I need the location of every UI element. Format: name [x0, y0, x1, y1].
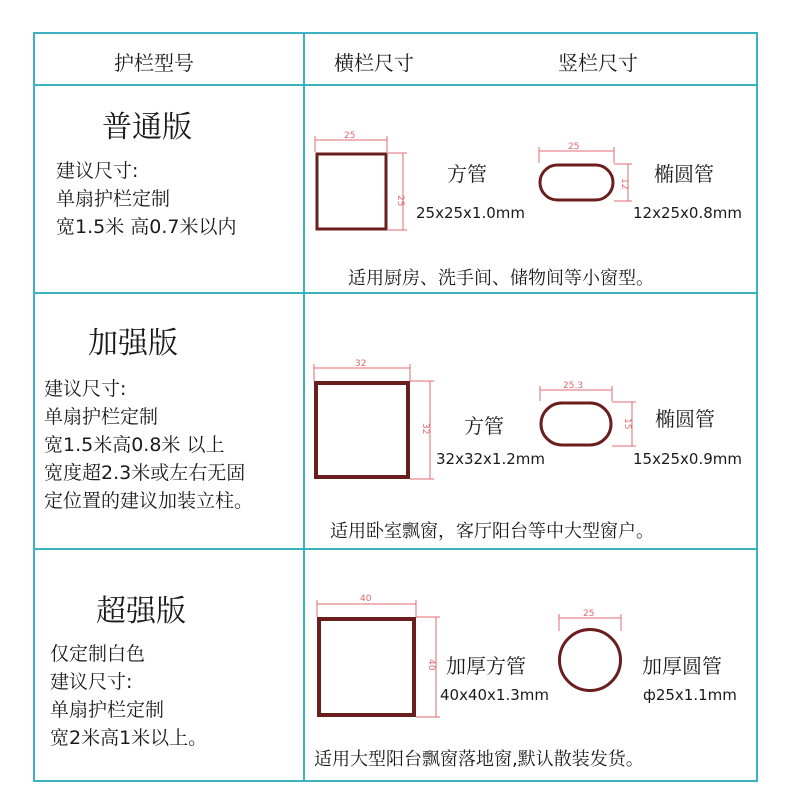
row3-horizontal-name: 加厚方管	[446, 654, 526, 678]
row3-desc: 仅定制白色 建议尺寸: 单扇护栏定制 宽2米高1米以上。	[50, 643, 208, 749]
row1-usage-note: 适用厨房、洗手间、储物间等小窗型。	[348, 268, 654, 289]
row1-square-tube-drawing	[315, 131, 407, 230]
row1-vertical-name: 椭圆管	[654, 162, 714, 186]
row2-title: 加强版	[88, 326, 178, 361]
svg-text:25: 25	[583, 609, 595, 619]
row3-round-tube-drawing	[559, 609, 621, 691]
row3-square-tube-drawing	[317, 594, 440, 717]
row1-horizontal-spec: 25x25x1.0mm	[416, 204, 526, 222]
row3-horizontal-spec: 40x40x1.3mm	[440, 686, 550, 704]
row3-usage-note: 适用大型阳台飘窗落地窗,默认散装发货。	[314, 749, 644, 770]
header-horizontal-size: 横栏尺寸	[334, 51, 414, 75]
row2-oval-tube-drawing	[540, 381, 636, 446]
header-model: 护栏型号	[114, 51, 194, 75]
svg-text:32: 32	[355, 359, 367, 369]
svg-text:12: 12	[619, 178, 629, 190]
svg-text:40: 40	[426, 659, 436, 671]
row1-desc: 建议尺寸: 单扇护栏定制 宽1.5米 高0.7米以内	[56, 160, 237, 238]
row2-horizontal-name: 方管	[464, 414, 504, 438]
row2-vertical-spec: 15x25x0.9mm	[633, 450, 743, 468]
row2-square-tube-drawing	[314, 359, 434, 479]
row3-vertical-spec: ф25x1.1mm	[643, 686, 737, 704]
svg-text:40: 40	[360, 594, 372, 604]
row3-title: 超强版	[96, 594, 186, 629]
row2-vertical-name: 椭圆管	[655, 407, 715, 431]
row2-desc: 建议尺寸: 单扇护栏定制 宽1.5米高0.8米 以上 宽度超2.3米或左右无固 定位置的建议加装立柱。	[44, 378, 254, 512]
svg-text:25: 25	[568, 142, 580, 152]
row3-vertical-name: 加厚圆管	[642, 654, 722, 678]
row1-title: 普通版	[102, 110, 192, 145]
row1-horizontal-name: 方管	[447, 162, 487, 186]
svg-text:15: 15	[622, 418, 632, 430]
row2-usage-note: 适用卧室飘窗，客厅阳台等中大型窗户。	[330, 521, 654, 542]
svg-text:25: 25	[395, 195, 405, 207]
svg-text:25: 25	[344, 131, 356, 141]
row2-horizontal-spec: 32x32x1.2mm	[436, 450, 546, 468]
svg-text:25.3: 25.3	[563, 381, 584, 391]
header-vertical-size: 竖栏尺寸	[558, 51, 638, 75]
row1-vertical-spec: 12x25x0.8mm	[633, 204, 743, 222]
svg-text:32: 32	[420, 423, 430, 435]
row1-oval-tube-drawing	[539, 142, 632, 201]
